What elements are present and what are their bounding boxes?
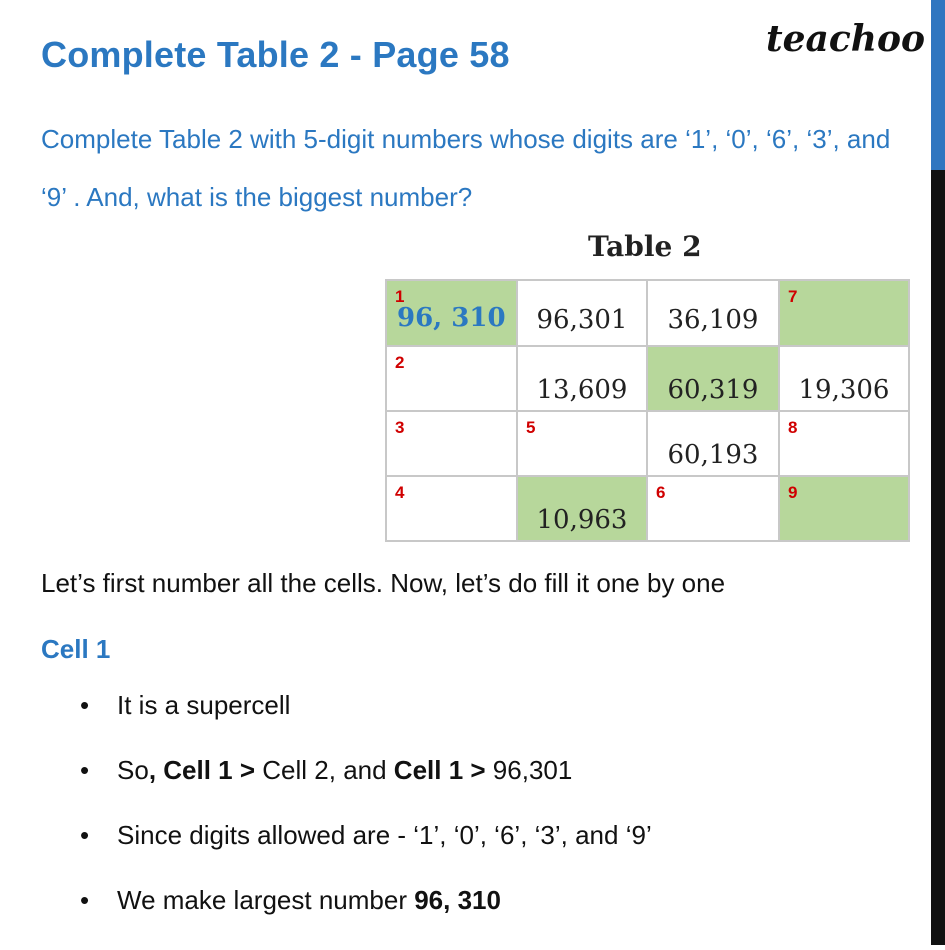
teachoo-logo: teachoo [766,18,925,60]
table-cell-4 [387,477,518,542]
table-cell-1 [387,281,518,347]
cell-number: 9 [788,483,798,502]
table-cell-5 [518,412,648,477]
bullet-icon: • [80,755,90,785]
table-cell [648,412,780,477]
table-cell [518,477,648,542]
table-cell-6 [648,477,780,542]
cell-value: 19,306 [798,375,890,405]
table-cell [518,347,648,412]
list-item-bold: Cell 1 > [393,755,486,785]
cell-value: 10,963 [536,505,628,535]
bullet-icon: • [80,820,90,850]
cell-value: 13,609 [536,375,628,405]
side-bar-accent [931,0,945,170]
list-item-bold: 96, 310 [414,885,501,915]
list-item [80,885,900,950]
cell-number: 7 [788,287,798,306]
table-cell-2 [387,347,518,412]
list-item-text: Since digits allowed are - ‘1’, ‘0’, ‘6’, ‘3’, and ‘9’ [117,820,652,850]
cell-number: 3 [395,418,405,437]
cell-value: 36,109 [667,305,759,335]
table-cell-7 [780,281,910,347]
list-item [80,690,900,755]
table-cell [518,281,648,347]
cell-number: 4 [395,483,405,502]
cell-number: 5 [526,418,536,437]
cell-number: 8 [788,418,798,437]
list-item [80,820,900,885]
bullet-icon: • [80,885,90,915]
table-caption: Table 2 [588,230,702,263]
table-cell [648,347,780,412]
cell-value: 96, 310 [397,303,506,333]
table-cell [648,281,780,347]
cell-number: 2 [395,353,405,372]
list-item-text: 96,301 [485,755,573,785]
section-heading: Cell 1 [41,634,111,664]
list-item-bold: , Cell 1 > [148,755,256,785]
list-item-text: Cell 2, and [255,755,394,785]
page-title: Complete Table 2 - Page 58 [41,34,510,75]
table-cell-8 [780,412,910,477]
list-item-text: We make largest number [117,885,415,915]
cell-number: 1 [395,287,405,306]
table-cell [780,347,910,412]
table-cell-3 [387,412,518,477]
bullet-icon: • [80,690,90,720]
list-item-text: So [117,755,149,785]
question-text: Complete Table 2 with 5-digit numbers whose digits are ‘1’, ‘0’, ‘6’, ‘3’, and ‘9’ . And, what is the biggest number? [41,124,891,212]
cell-value: 60,193 [667,440,759,470]
bullet-list [80,690,900,950]
cell-number: 6 [656,483,666,502]
number-table [385,279,910,542]
intro-text: Let’s first number all the cells. Now, let’s do fill it one by one [41,568,726,598]
cell-value: 96,301 [536,305,628,335]
table-cell-9 [780,477,910,542]
cell-value: 60,319 [667,375,759,405]
list-item [80,755,900,820]
list-item-text: It is a supercell [117,690,291,720]
